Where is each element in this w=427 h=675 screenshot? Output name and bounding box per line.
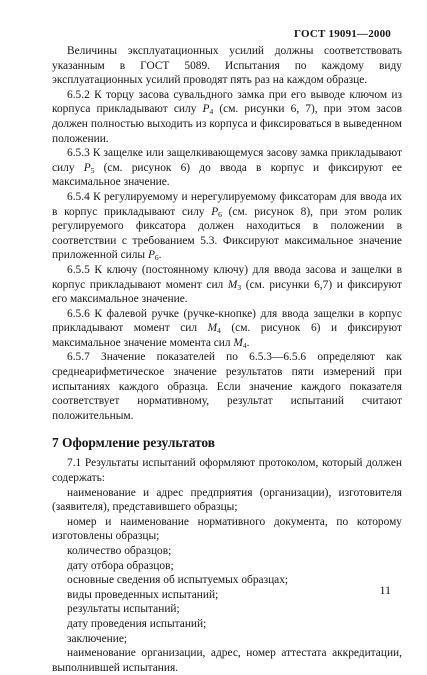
paragraph-7-1: 7.1 Результаты испытаний оформляют протоколом, который должен содержать: [52, 457, 402, 485]
subscript: 4 [242, 340, 247, 350]
subscript: 3 [237, 282, 242, 292]
paragraph-6-5-2: 6.5.2 К торцу засова сувальдного замка при его выводе ключом из корпуса прикладывают силу $P_4$ (см. рисунки 6, 7), при этом засов должен полностью выходить из корпуса и фиксироваться в выведенном положении. [52, 88, 402, 145]
symbol: P [211, 205, 219, 218]
clause-number: 6.5.4 [67, 190, 90, 203]
subscript: 4 [209, 107, 214, 117]
symbol: P [202, 103, 210, 116]
list-item: дату проведения испытаний; [67, 617, 207, 630]
symbol: M [207, 322, 218, 335]
list-item: заключение; [67, 632, 128, 645]
paragraph-6-5-3: 6.5.3 К защелке или защелкивающемуся засову замка прикладывают силу $P_5$ (см. рисунок 6) до ввода в корпус и фиксируют ее максимальное значение. [52, 147, 402, 189]
document-body [52, 44, 402, 675]
subscript: 6 [218, 209, 222, 219]
symbol: M [233, 336, 243, 349]
clause-number: 6.5.6 [67, 307, 90, 320]
paragraph-6-5-7: 6.5.7 Значение показателей по 6.5.3—6.5.6 определяют как среднеарифметическое значение результатов пяти измерений при испытаниях каждого образца. Если значение каждого показателя соответствует нормативному, результат испытаний считают положительным. [52, 351, 402, 422]
paragraph-6-5-6: 6.5.6 К фалевой ручке (ручке-кнопке) для ввода защелки в корпус прикладывают момент сил $M_4$ (см. рисунок 6) и фиксируют максимальное значение момента сил $M_4$. [52, 307, 402, 350]
paragraph-6-5-4: 6.5.4 К регулируемому и нерегулируемому фиксаторам для ввода их в корпус прикладывают силу $P_6$ (см. рисунок 8), при этом ролик регулируемого фиксатора должен находиться в положении в соответствии с требованием 5.3. Фиксируют максимальное значение приложенной силы $P_6$. [52, 190, 402, 263]
list-item: виды проведенных испытаний; [67, 588, 219, 601]
list-item: результаты испытаний; [67, 603, 180, 616]
standard-designation: ГОСТ 19091—2000 [294, 28, 391, 40]
list-item: количество образцов; [67, 545, 172, 557]
list-item: дату отбора образцов; [67, 559, 174, 572]
clause-number: 6.5.5 [67, 263, 90, 276]
symbol: P [147, 249, 155, 262]
paragraph-6-5-5: 6.5.5 К ключу (постоянному ключу) для ввода засова и защелки в корпус прикладывают момент сил $M_3$ (см. рисунки 6,7) и фиксируют его максимальное значение. [52, 263, 402, 306]
clause-number: 6.5.3 [67, 147, 90, 160]
section-heading: 7 Оформление результатов [52, 435, 215, 451]
list-item: наименование организации, адрес, номер аттестата аккредитации, выполнившей испытания. [52, 647, 402, 674]
symbol: M [227, 278, 238, 291]
list-item: номер и наименование нормативного документа, по которому изготовлены образцы; [52, 515, 402, 543]
clause-number: 6.5.2 [67, 88, 90, 101]
subscript: 4 [217, 326, 221, 336]
symbol: P [83, 161, 91, 174]
paragraph-intro: Величины эксплуатационных усилий должны соответствовать указанным в ГОСТ 5089. Испытания по каждому виду эксплуатационных усилий проводят пять раз на каждом образце. [52, 45, 402, 87]
subscript: 5 [90, 165, 95, 175]
clause-number: 6.5.7 [67, 351, 90, 364]
list-item: основные сведения об испытуемых образцах; [67, 574, 289, 587]
page-number: 11 [379, 583, 391, 597]
list-item: наименование и адрес предприятия (организации), изготовителя (заявителя), представившего образцы; [52, 486, 402, 514]
subscript: 6 [154, 253, 159, 263]
